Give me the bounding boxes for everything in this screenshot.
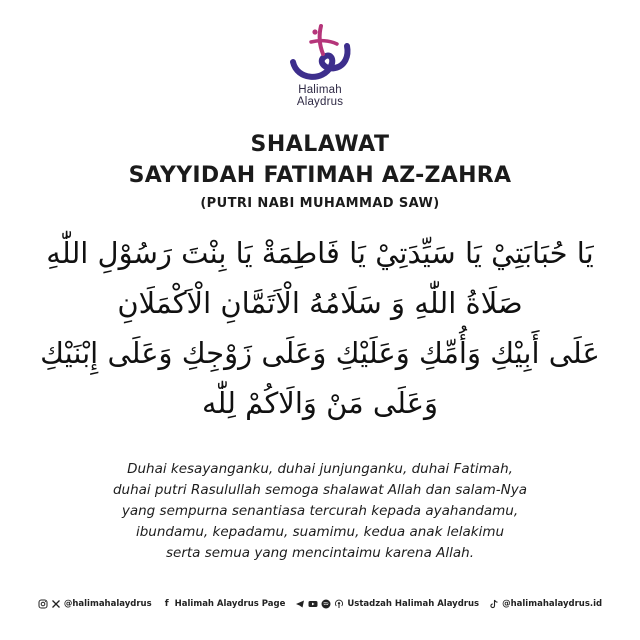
footer-facebook[interactable] [162, 599, 286, 609]
footer-channels[interactable] [295, 599, 479, 609]
brand-logo [0, 22, 640, 108]
translation-line-2: duhai putri Rasulullah semoga shalawat Allah dan salam-Nya [112, 482, 528, 498]
arabic-line-1: يَا حُبَابَتِيْ يَا سَيِّدَتِيْ يَا فَاطِمَةْ يَا بِنْتَ رَسُوْلِ اللّٰهِ [46, 236, 594, 270]
arabic-line-3: عَلَى أَبِيْكِ وَأُمِّكِ وَعَلَيْكِ وَعَلَى زَوْجِكِ وَعَلَى إِبْنَيْكِ [40, 336, 600, 370]
brand-name-line2: Alaydrus [296, 96, 344, 108]
x-icon [51, 599, 61, 609]
footer-social-handle: @halimahalaydrus [63, 599, 152, 609]
translation-text [40, 459, 600, 564]
podcast-icon [334, 599, 344, 609]
footer-tiktok[interactable] [489, 599, 602, 609]
subtitle: (PUTRI NABI MUHAMMAD SAW) [200, 196, 440, 211]
arabic-text [30, 228, 610, 428]
arabic-line-4: وَعَلَى مَنْ وَالَاكُمْ لِلّٰه [201, 386, 439, 420]
footer-tiktok-handle: @halimahalaydrus.id [502, 599, 603, 609]
tiktok-icon [489, 599, 499, 609]
instagram-icon [38, 599, 48, 609]
translation-line-5: serta semua yang mencintaimu karena Allah. [165, 545, 474, 561]
arabic-line-2: صَلَاةُ اللّٰهِ وَ سَلَامُهُ الْاَتَمَّانِ الْاَكْمَلَانِ [117, 286, 523, 320]
footer-instagram-x[interactable] [38, 599, 152, 609]
translation-line-4: ibundamu, kepadamu, suamimu, kedua anak lelakimu [135, 524, 505, 540]
translation-line-1: Duhai kesayanganku, duhai junjunganku, duhai Fatimah, [127, 461, 513, 477]
translation-line-3: yang sempurna senantiasa tercurah kepada ayahandamu, [121, 503, 519, 519]
brand-logo-icon [285, 22, 355, 84]
footer-facebook-page: Halimah Alaydrus Page [174, 599, 286, 609]
title-line1: SHALAWAT [250, 132, 390, 157]
facebook-icon: f [164, 599, 169, 609]
spotify-icon [321, 599, 331, 609]
title-line2: SAYYIDAH FATIMAH AZ-ZAHRA [128, 163, 512, 188]
telegram-icon [295, 599, 305, 609]
brand-name-line1: Halimah [298, 84, 342, 96]
social-footer [0, 594, 640, 614]
footer-channel-name: Ustadzah Halimah Alaydrus [347, 599, 480, 609]
youtube-icon [308, 599, 318, 609]
